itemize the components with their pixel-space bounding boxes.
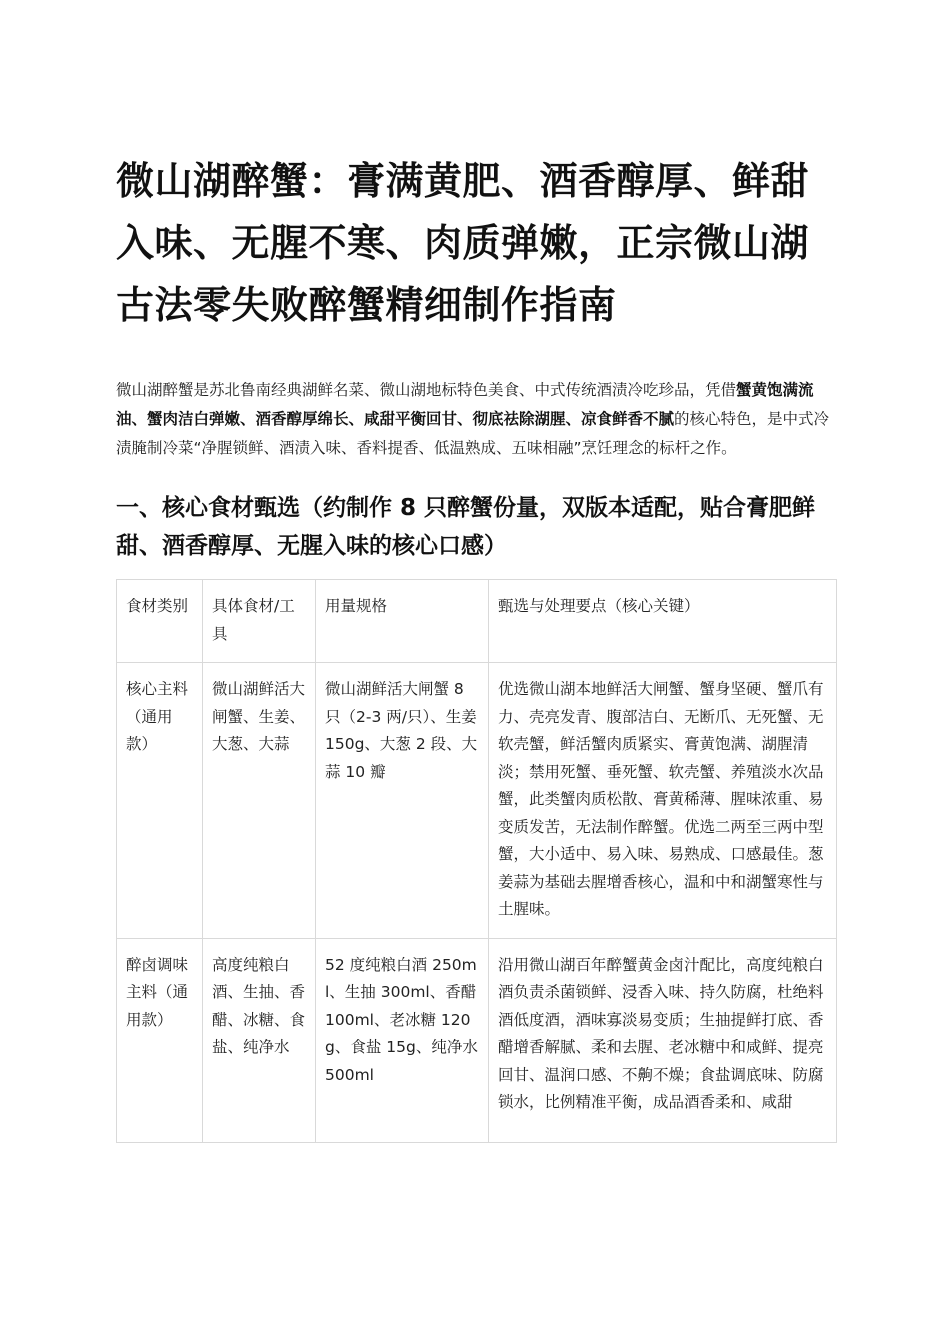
table-header-cell: 甄选与处理要点（核心关键） (489, 580, 837, 663)
document-title: 微山湖醉蟹：膏满黄肥、酒香醇厚、鲜甜入味、无腥不寒、肉质弹嫩，正宗微山湖古法零失败醉蟹精细制作指南 (116, 159, 810, 327)
table-cell-category: 醉卤调味主料（通用款） (117, 938, 203, 1142)
table-row (117, 663, 837, 939)
table-cell-amount: 52 度纯粮白酒 250ml、生抽 300ml、香醋 100ml、老冰糖 120g、食盐 15g、纯净水 500ml (316, 938, 489, 1142)
table-header-cell: 具体食材/工具 (203, 580, 316, 663)
section-heading-1: 一、核心食材甄选（约制作 8 只醉蟹份量，双版本适配，贴合膏肥鲜甜、酒香醇厚、无腥入味的核心口感） (116, 495, 816, 559)
table-cell-amount: 微山湖鲜活大闸蟹 8 只（2-3 两/只）、生姜 150g、大葱 2 段、大蒜 10 瓣 (316, 663, 489, 939)
table-row (117, 938, 837, 1142)
table-header-row (117, 580, 837, 663)
table-header-cell: 食材类别 (117, 580, 203, 663)
document-page (116, 150, 836, 1143)
table-cell-category: 核心主料（通用款） (117, 663, 203, 939)
table-cell-notes: 优选微山湖本地鲜活大闸蟹、蟹身坚硬、蟹爪有力、壳亮发青、腹部洁白、无断爪、无死蟹、无软壳蟹，鲜活蟹肉质紧实、膏黄饱满、湖腥清淡；禁用死蟹、垂死蟹、软壳蟹、养殖淡水次品蟹，此类蟹肉质松散、膏黄稀薄、腥味浓重、易变质发苦，无法制作醉蟹。优选二两至三两中型蟹，大小适中、易入味、易熟成、口感最佳。葱姜蒜为基础去腥增香核心，温和中和湖蟹寒性与土腥味。 (489, 663, 837, 939)
intro-paragraph (116, 376, 836, 463)
intro-text-1: 微山湖醉蟹是苏北鲁南经典湖鲜名菜、微山湖地标特色美食、中式传统酒渍冷吃珍品，凭借 (116, 381, 737, 399)
intro-text-2: 的核心特色，是中式冷渍腌制冷菜“净腥锁鲜、酒渍入味、香料提香、低温熟成、五味相融”烹饪理念的标杆之作。 (116, 410, 830, 457)
table-header-cell: 用量规格 (316, 580, 489, 663)
table-cell-notes: 沿用微山湖百年醉蟹黄金卤汁配比，高度纯粮白酒负责杀菌锁鲜、浸香入味、持久防腐，杜绝料酒低度酒，酒味寡淡易变质；生抽提鲜打底、香醋增香解腻、柔和去腥、老冰糖中和咸鲜、提亮回甘、温润口感、不齁不燥；食盐调底味、防腐锁水，比例精准平衡，成品酒香柔和、咸甜 (489, 938, 837, 1142)
ingredients-table (116, 579, 837, 1143)
table-cell-items: 微山湖鲜活大闸蟹、生姜、大葱、大蒜 (203, 663, 316, 939)
table-cell-items: 高度纯粮白酒、生抽、香醋、冰糖、食盐、纯净水 (203, 938, 316, 1142)
page-bottom-margin (0, 1212, 950, 1344)
intro-bold-text: 蟹黄饱满流油、蟹肉洁白弹嫩、酒香醇厚绵长、咸甜平衡回甘、彻底祛除湖腥、凉食鲜香不腻 (116, 381, 814, 428)
